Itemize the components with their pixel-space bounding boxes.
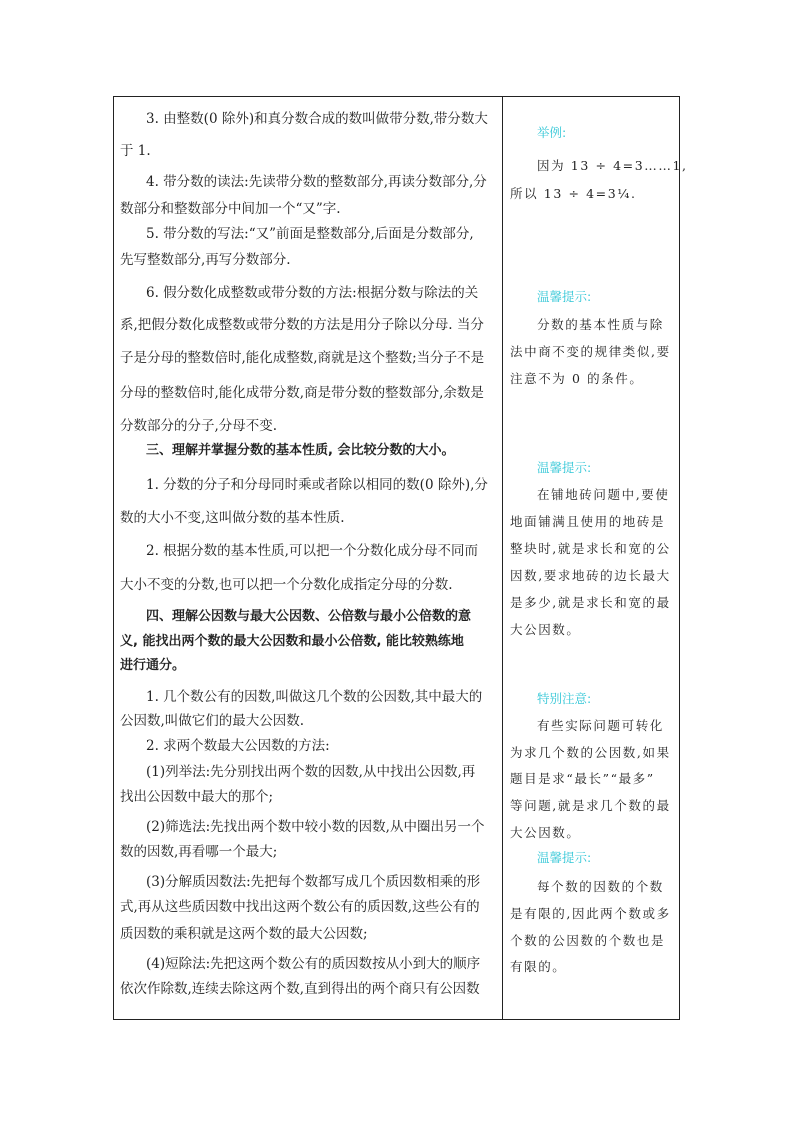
paragraph-line: 1. 几个数公有的因数,叫做这几个数的公因数,其中最大的	[146, 689, 483, 705]
paragraph-line: 找出公因数中最大的那个;	[120, 789, 274, 805]
tip-line: 地面铺满且使用的地砖是	[510, 514, 666, 529]
paragraph-line: 2. 根据分数的基本性质,可以把一个分数化成分母不同而	[146, 543, 478, 559]
paragraph-line: 1. 分数的分子和分母同时乘或者除以相同的数(0 除外),分	[146, 477, 488, 493]
tip-line: 是有限的,因此两个数或多	[510, 906, 671, 921]
paragraph-line: 数的大小不变,这叫做分数的基本性质.	[120, 510, 345, 526]
tip-line: 为求几个数的公因数,如果	[510, 745, 671, 760]
paragraph-line: 分数部分的分子,分母不变.	[120, 418, 278, 434]
section-heading-line: 进行通分。	[120, 658, 186, 673]
tip-line: 因为 13 ÷ 4=3……1,	[537, 158, 688, 173]
tip-line: 题目是求“最长”“最多”	[510, 771, 655, 786]
paragraph-line: 系,把假分数化成整数或带分数的方法是用分子除以分母. 当分	[120, 317, 484, 333]
tip-line: 整块时,就是求长和宽的公	[510, 541, 671, 556]
paragraph-line: (3)分解质因数法:先把每个数都写成几个质因数相乘的形	[146, 874, 481, 890]
paragraph-line: 数的因数,再看哪一个最大;	[120, 844, 278, 860]
tip-line: 有限的。	[510, 959, 567, 974]
tip-line: 有些实际问题可转化	[537, 718, 664, 733]
tip-line: 每个数的因数的个数	[537, 879, 664, 894]
paragraph-line: 6. 假分数化成整数或带分数的方法:根据分数与除法的关	[146, 285, 479, 301]
tip-line: 个数的公因数的个数也是	[510, 933, 666, 948]
tip-line: 等问题,就是求几个数的最	[510, 798, 671, 813]
paragraph-line: 分母的整数倍时,能化成带分数,商是带分数的整数部分,余数是	[120, 385, 484, 401]
paragraph-line: 式,再从这些质因数中找出这两个数公有的质因数,这些公有的	[120, 899, 480, 915]
tip-line: 法中商不变的规律类似,要	[510, 344, 671, 359]
paragraph-line: 3. 由整数(0 除外)和真分数合成的数叫做带分数,带分数大	[146, 111, 488, 127]
tip-line: 大公因数。	[510, 825, 581, 840]
tip-label: 举例:	[537, 125, 567, 140]
section-heading-line: 四、理解公因数与最大公因数、公倍数与最小公倍数的意	[146, 609, 472, 624]
tip-line: 所以 13 ÷ 4=3¼.	[510, 186, 637, 201]
paragraph-line: 于 1.	[120, 143, 151, 159]
section-heading-line: 义, 能找出两个数的最大公因数和最小公倍数, 能比较熟练地	[120, 634, 464, 649]
tip-line: 是多少,就是求长和宽的最	[510, 595, 671, 610]
section-heading-line: 三、理解并掌握分数的基本性质, 会比较分数的大小。	[146, 443, 455, 458]
tip-label: 温馨提示:	[537, 460, 592, 475]
paragraph-line: 4. 带分数的读法:先读带分数的整数部分,再读分数部分,分	[146, 174, 487, 190]
paragraph-line: 公因数,叫做它们的最大公因数.	[120, 713, 305, 729]
paragraph-line: 数部分和整数部分中间加一个“又”字.	[120, 201, 341, 217]
paragraph-line: (4)短除法:先把这两个数公有的质因数按从小到大的顺序	[146, 956, 481, 972]
paragraph-line: 依次作除数,连续去除这两个数,直到得出的两个商只有公因数	[120, 981, 480, 997]
paragraph-line: (2)筛选法:先找出两个数中较小数的因数,从中圈出另一个	[146, 819, 485, 835]
tip-label: 特别注意:	[537, 691, 592, 706]
tip-label: 温馨提示:	[537, 850, 592, 865]
tip-line: 注意不为 0 的条件。	[510, 371, 644, 386]
tip-line: 因数,要求地砖的边长最大	[510, 568, 671, 583]
column-divider	[502, 96, 503, 1020]
paragraph-line: 质因数的乘积就是这两个数的最大公因数;	[120, 926, 368, 942]
tip-line: 大公因数。	[510, 622, 581, 637]
tip-line: 在铺地砖问题中,要使	[537, 487, 670, 502]
tip-line: 分数的基本性质与除	[537, 317, 664, 332]
paragraph-line: 2. 求两个数最大公因数的方法:	[146, 738, 330, 754]
paragraph-line: 子是分母的整数倍时,能化成整数,商就是这个整数;当分子不是	[120, 350, 485, 366]
paragraph-line: 大小不变的分数,也可以把一个分数化成指定分母的分数.	[120, 577, 453, 593]
paragraph-line: 先写整数部分,再写分数部分.	[120, 252, 291, 268]
tip-label: 温馨提示:	[537, 289, 592, 304]
paragraph-line: 5. 带分数的写法:“又”前面是整数部分,后面是分数部分,	[146, 226, 474, 242]
paragraph-line: (1)列举法:先分别找出两个数的因数,从中找出公因数,再	[146, 764, 476, 780]
